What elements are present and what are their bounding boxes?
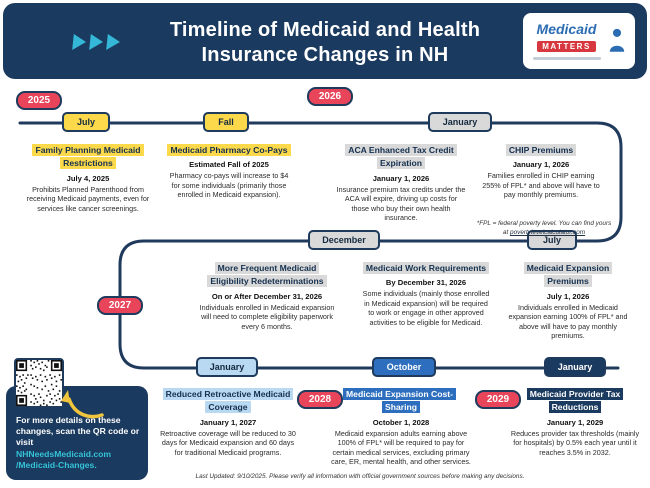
event-title: Medicaid Provider Tax Reductions — [508, 388, 642, 415]
event-title: Medicaid Work Requirements — [362, 262, 490, 275]
header-band — [3, 3, 647, 79]
event-date: January 1, 2029 — [546, 417, 604, 427]
event-card-aca-tax-credit — [336, 144, 466, 223]
medicaid-changes-link[interactable]: /Medicaid-Changes. — [16, 459, 97, 470]
event-description: Individuals enrolled in Medicaid expansion will need to complete eligibility paperwork every 6 months. — [199, 302, 335, 331]
logo-brand-top: Medicaid — [536, 20, 597, 37]
info-box-text — [16, 415, 141, 471]
year-badge-2027: 2027 — [97, 296, 143, 315]
event-card-family-planning — [24, 144, 152, 213]
fpl-footnote-text: *FPL = federal poverty level. You can find yours at — [476, 220, 612, 237]
event-date: July 1, 2026 — [546, 291, 590, 301]
event-card-pharmacy-copays — [166, 144, 292, 200]
logo-text — [533, 22, 601, 61]
month-label-january-2027: January — [196, 357, 258, 377]
event-description: Individuals enrolled in Medicaid expansion earning 100% of FPL* and above will have to pay monthly premiums. — [508, 302, 628, 341]
event-date: By December 31, 2026 — [385, 278, 467, 288]
poverty-calculator-link[interactable]: povertylevelcalculator.com — [510, 229, 586, 237]
month-label-october-2028: October — [372, 357, 436, 377]
fpl-footnote — [474, 219, 614, 238]
month-label-january-2029: January — [544, 357, 606, 377]
event-description: Families enrolled in CHIP earning 255% of FPL* and above will have to pay monthly premiums. — [482, 171, 600, 200]
logo-brand-bottom: MATTERS — [537, 41, 596, 52]
event-date: July 4, 2025 — [66, 173, 110, 183]
year-badge-2026: 2026 — [307, 87, 353, 106]
event-date: Estimated Fall of 2025 — [189, 160, 269, 170]
month-label-july-2026: July — [527, 230, 577, 250]
event-card-cost-sharing — [330, 388, 472, 467]
month-label-fall-2025: Fall — [203, 112, 249, 132]
event-description: Pharmacy co-pays will increase to $4 for some individuals (primarily those enrolled in Medicaid expansion). — [169, 171, 289, 200]
event-description: Prohibits Planned Parenthood from receiving Medicaid payments, even for services like cancer screenings. — [26, 184, 150, 213]
year-badge-2029: 2029 — [475, 390, 521, 409]
event-title: Family Planning Medicaid Restrictions — [24, 144, 152, 171]
event-card-chip-premiums — [478, 144, 604, 200]
event-date: October 1, 2028 — [372, 417, 430, 427]
event-title: Medicaid Pharmacy Co-Pays — [166, 144, 292, 157]
event-description: Some individuals (mainly those enrolled in Medicaid expansion) will be required to work or engage in other approved activities to be eligible for Medicaid. — [362, 289, 490, 328]
event-card-work-requirements — [362, 262, 490, 328]
event-card-provider-tax — [508, 388, 642, 457]
nh-needs-medicaid-link[interactable]: NHNeedsMedicaid.com — [16, 448, 112, 459]
event-description: Medicaid expansion adults earning above 100% of FPL* will be required to pay for certain medical services, excluding primary care, ER, mental health, and other services. — [331, 428, 471, 467]
page-title-line2: Insurance Changes in NH — [201, 44, 449, 66]
event-date: On or After December 31, 2026 — [211, 291, 323, 301]
month-label-july-2025: July — [62, 112, 110, 132]
event-card-redeterminations — [196, 262, 338, 331]
info-box-message: For more details on these changes, scan the QR code or visit — [16, 415, 140, 448]
medicaid-matters-logo — [523, 13, 635, 69]
event-title: Medicaid Expansion Premiums — [504, 262, 632, 289]
year-badge-2025: 2025 — [16, 91, 62, 110]
event-description: Insurance premium tax credits under the ACA will expire, driving up costs for those who buy their own health insurance. — [336, 184, 466, 223]
event-title: CHIP Premiums — [478, 144, 604, 157]
event-title: Reduced Retroactive Medicaid Coverage — [160, 388, 296, 415]
event-description: Retroactive coverage will be reduced to 30 days for Medicaid expansion and 60 days for traditional Medicaid programs. — [160, 428, 296, 457]
year-badge-2028: 2028 — [297, 390, 343, 409]
event-title: More Frequent Medicaid Eligibility Redeterminations — [196, 262, 338, 289]
event-card-expansion-premiums — [504, 262, 632, 341]
month-label-december-2026: December — [308, 230, 380, 250]
month-label-january-2026: January — [428, 112, 492, 132]
event-date: January 1, 2027 — [199, 417, 257, 427]
event-title: ACA Enhanced Tax Credit Expiration — [336, 144, 466, 171]
page-title-line1: Timeline of Medicaid and Health — [169, 19, 481, 41]
disclaimer-text: Last Updated: 9/10/2025. Please verify all information with official government sources before making any decisions. — [195, 473, 525, 480]
logo-tagline-bar — [533, 57, 601, 60]
curved-arrow-icon — [60, 388, 106, 420]
qr-code — [14, 358, 64, 408]
logo-figure-icon — [608, 26, 626, 56]
event-title: Medicaid Expansion Cost-Sharing — [330, 388, 472, 415]
event-date: January 1, 2026 — [512, 160, 570, 170]
event-description: Reduces provider tax thresholds (mainly for hospitals) by 0.5% each year until it reaches 3.5% in 2032. — [510, 428, 640, 457]
event-date: January 1, 2026 — [372, 173, 430, 183]
event-card-retroactive-coverage — [160, 388, 296, 457]
